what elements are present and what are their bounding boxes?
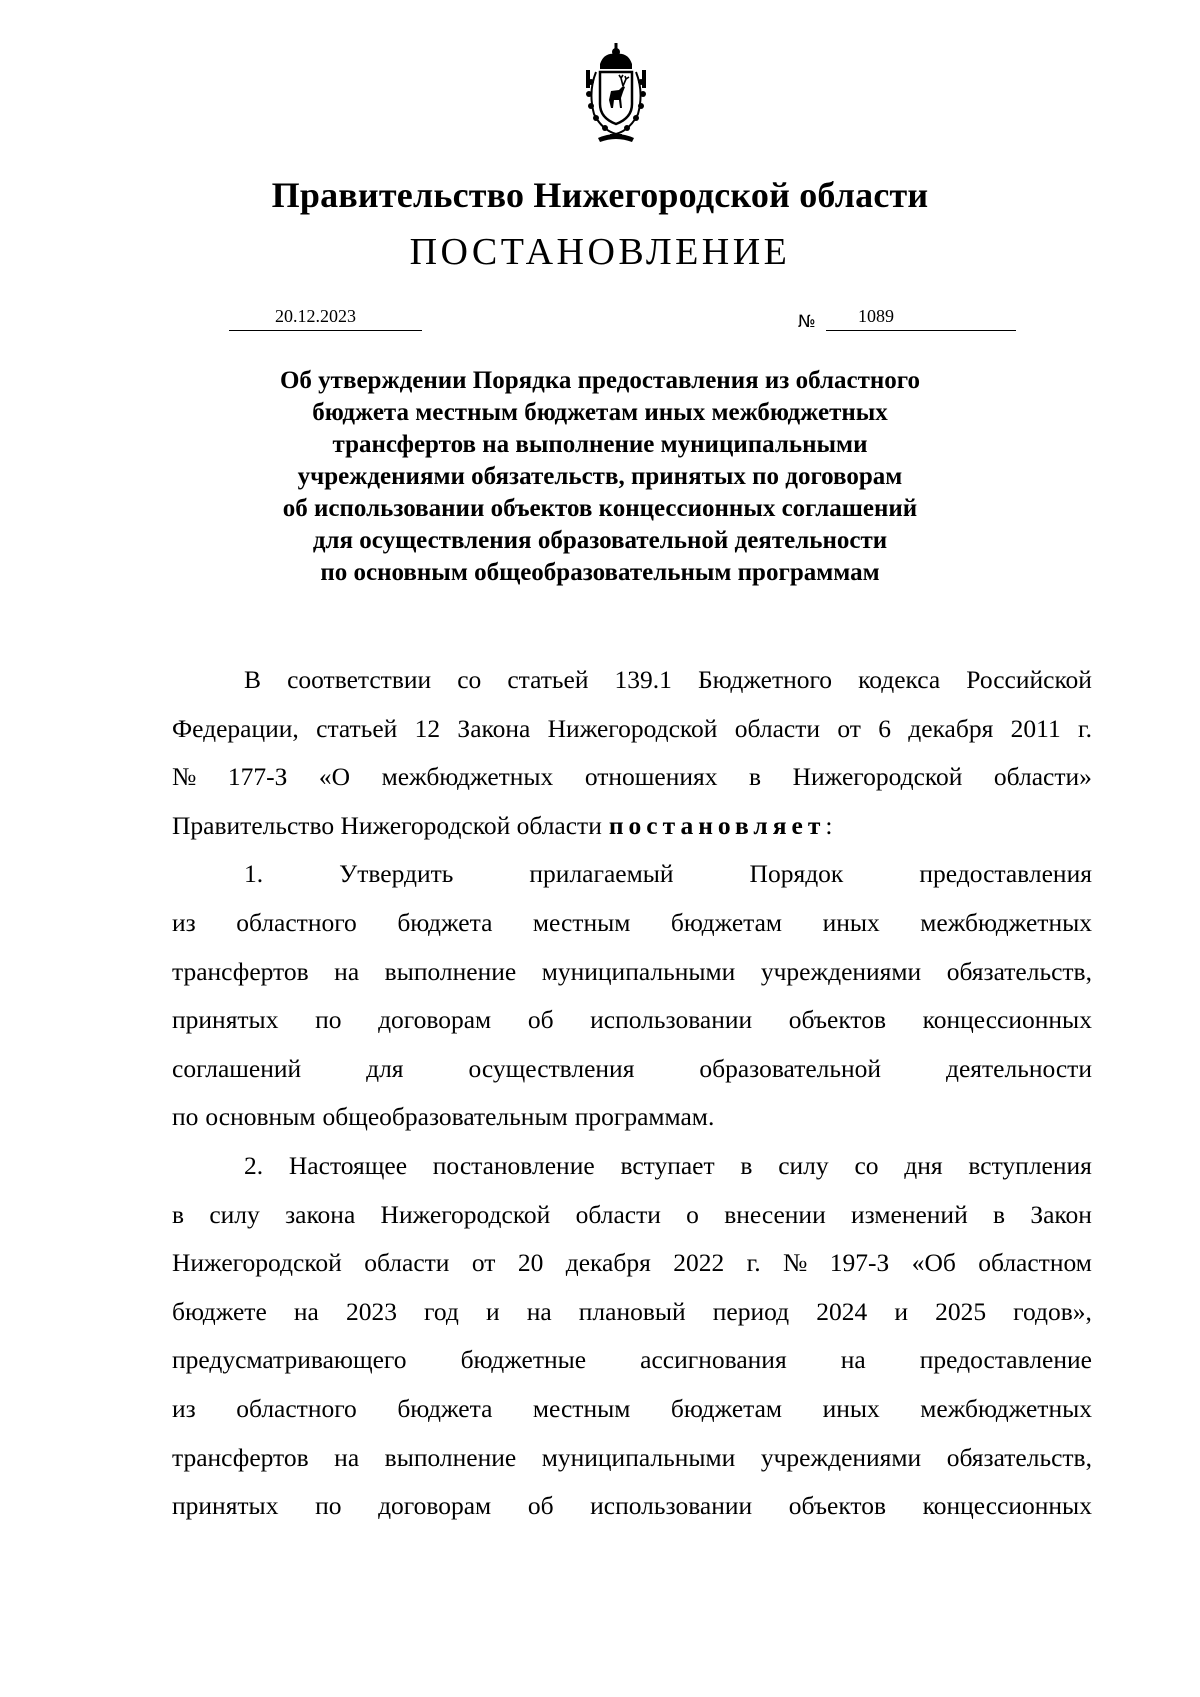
word: постановление — [432, 1150, 595, 1180]
word: концессионных — [922, 1491, 1092, 1521]
word: объектов — [788, 1491, 887, 1521]
word: на — [840, 1345, 866, 1375]
word: из — [172, 1393, 196, 1423]
word: для — [366, 1053, 404, 1083]
word: 2025 — [935, 1296, 987, 1326]
word: Закона — [457, 713, 531, 743]
word: закона — [285, 1199, 356, 1229]
word: В — [244, 665, 262, 694]
word: внесении — [724, 1199, 826, 1229]
body-line — [172, 1385, 1092, 1434]
word: декабря — [565, 1248, 651, 1278]
word: статьей — [507, 665, 589, 694]
title-line: Об утверждении Порядка предоставления из областного — [279, 367, 920, 394]
word: соглашений — [172, 1053, 302, 1083]
word: изменений — [851, 1199, 968, 1229]
word: области — [575, 1199, 661, 1229]
word: Нижегородской — [547, 713, 718, 743]
word: на — [334, 1442, 360, 1472]
word: № — [172, 762, 197, 792]
body-line — [172, 802, 1092, 851]
body-line — [172, 1191, 1092, 1240]
word: 2022 — [673, 1248, 725, 1278]
word: в — [740, 1150, 753, 1180]
word: 2023 — [345, 1296, 397, 1326]
body-line — [172, 753, 1092, 802]
word: декабря — [908, 713, 994, 743]
word: о — [686, 1199, 699, 1229]
word: Настоящее — [288, 1150, 408, 1180]
word: области — [734, 713, 820, 743]
number-value: 1089 — [858, 306, 894, 326]
word: об — [527, 1491, 554, 1521]
word: ассигнования — [640, 1345, 787, 1375]
word: трансфертов — [172, 1442, 309, 1472]
word: бюджета — [397, 907, 493, 937]
word: 2024 — [816, 1296, 868, 1326]
word: на — [293, 1296, 319, 1326]
word: обязательств, — [946, 956, 1092, 986]
body-line — [172, 1093, 1092, 1142]
body-line — [172, 1288, 1092, 1337]
word: «Об — [911, 1248, 956, 1278]
word: учреждениями — [760, 956, 922, 986]
word: 12 — [414, 713, 441, 743]
word: областном — [978, 1248, 1092, 1278]
word: программам. — [574, 1102, 715, 1132]
word: бюджетам — [670, 907, 783, 937]
word: областного — [236, 1393, 357, 1423]
word: 2. — [244, 1150, 264, 1180]
word: прилагаемый — [529, 859, 674, 889]
body-line — [172, 899, 1092, 948]
word: 177-З — [227, 762, 288, 792]
document-title — [0, 365, 1200, 589]
word: Нижегородской — [380, 1199, 551, 1229]
word: договорам — [378, 1005, 492, 1035]
word: местным — [532, 1393, 631, 1423]
word: иных — [822, 1393, 880, 1423]
body-line — [172, 1239, 1092, 1288]
word: по — [315, 1491, 342, 1521]
word: предоставления — [919, 859, 1092, 889]
word: 6 — [878, 713, 891, 743]
word: в — [749, 762, 762, 792]
word: бюджете — [172, 1296, 267, 1326]
word: муниципальными — [541, 1442, 736, 1472]
word: г. — [746, 1248, 761, 1278]
word: Федерации, — [172, 713, 299, 743]
word: из — [172, 907, 196, 937]
body-line — [172, 1336, 1092, 1385]
word: иных — [822, 907, 880, 937]
body-line — [172, 656, 1092, 705]
word: по — [172, 1102, 199, 1132]
body-line — [172, 1142, 1092, 1191]
word: межбюджетных — [920, 1393, 1092, 1423]
word: использовании — [590, 1005, 753, 1035]
government-name: Правительство Нижегородской области — [271, 175, 929, 215]
word: учреждениями — [760, 1442, 922, 1472]
word: области — [364, 1248, 450, 1278]
word: по — [315, 1005, 342, 1035]
coat-of-arms-icon — [578, 42, 654, 144]
word: 1. — [244, 859, 264, 889]
word: от — [837, 713, 861, 743]
preamble-end: : — [825, 810, 833, 840]
word: бюджетные — [460, 1345, 587, 1375]
title-line: бюджета местным бюджетам иных межбюджетных — [312, 399, 888, 426]
word: на — [526, 1296, 552, 1326]
word: на — [334, 956, 360, 986]
word: силу — [209, 1199, 260, 1229]
word: выполнение — [384, 1442, 517, 1472]
preamble-emphasis: постановляет — [608, 810, 826, 840]
word: со — [457, 665, 482, 694]
word: предусматривающего — [172, 1345, 407, 1375]
word: Бюджетного — [697, 665, 833, 694]
word: дня — [904, 1150, 943, 1180]
word: области» — [993, 762, 1092, 792]
word: предоставление — [919, 1345, 1092, 1375]
word: силу — [778, 1150, 829, 1180]
word: об — [527, 1005, 554, 1035]
preamble-text: Правительство Нижегородской области — [172, 810, 602, 840]
word: принятых — [172, 1491, 279, 1521]
body-line — [172, 1434, 1092, 1483]
word: в — [172, 1199, 185, 1229]
word: вступления — [968, 1150, 1092, 1180]
word: деятельности — [945, 1053, 1092, 1083]
word: объектов — [788, 1005, 887, 1035]
title-line: трансфертов на выполнение муниципальными — [332, 431, 868, 458]
word: образовательной — [699, 1053, 882, 1083]
word: общеобразовательным — [322, 1102, 568, 1132]
word: и — [894, 1296, 908, 1326]
date-value: 20.12.2023 — [275, 306, 356, 326]
word: использовании — [590, 1491, 753, 1521]
word: в — [993, 1199, 1006, 1229]
document-body — [172, 656, 1092, 1531]
word: от — [471, 1248, 496, 1278]
word: основным — [205, 1102, 316, 1132]
body-line — [172, 1045, 1092, 1094]
word: вступает — [620, 1150, 715, 1180]
word: Нижегородской — [172, 1248, 342, 1278]
word: Нижегородской — [792, 762, 963, 792]
word: период — [712, 1296, 790, 1326]
word: плановый — [578, 1296, 686, 1326]
word: № — [783, 1248, 808, 1278]
word: Российской — [966, 665, 1092, 694]
word: принятых — [172, 1005, 279, 1035]
number-sign: № — [798, 312, 816, 332]
word: 139.1 — [614, 665, 672, 694]
word: трансфертов — [172, 956, 309, 986]
word: отношениях — [584, 762, 718, 792]
word: бюджетам — [670, 1393, 783, 1423]
number-field — [826, 306, 1016, 331]
body-line — [172, 1482, 1092, 1531]
word: выполнение — [384, 956, 517, 986]
word: областного — [236, 907, 357, 937]
body-line — [172, 996, 1092, 1045]
title-line: учреждениями обязательств, принятых по договорам — [297, 463, 903, 490]
title-line: об использовании объектов концессионных соглашений — [282, 495, 918, 522]
word: Утвердить — [339, 859, 454, 889]
word: муниципальными — [541, 956, 736, 986]
document-type: ПОСТАНОВЛЕНИЕ — [409, 231, 791, 273]
date-field — [229, 306, 422, 331]
title-line: по основным общеобразовательным программам — [320, 559, 880, 586]
word: годов», — [1013, 1296, 1092, 1326]
word: межбюджетных — [920, 907, 1092, 937]
word: обязательств, — [946, 1442, 1092, 1472]
body-line — [172, 850, 1092, 899]
word: статьей — [316, 713, 398, 743]
title-line: для осуществления образовательной деятельности — [312, 527, 888, 554]
word: кодекса — [858, 665, 941, 694]
body-line — [172, 948, 1092, 997]
word: год — [424, 1296, 459, 1326]
word: 2011 — [1010, 713, 1061, 743]
word: со — [854, 1150, 879, 1180]
word: концессионных — [922, 1005, 1092, 1035]
body-line — [172, 705, 1092, 754]
word: и — [485, 1296, 500, 1326]
word: г. — [1078, 713, 1092, 743]
word: Закон — [1030, 1199, 1092, 1229]
word: осуществления — [468, 1053, 635, 1083]
word: местным — [532, 907, 631, 937]
word: 20 — [517, 1248, 544, 1278]
word: межбюджетных — [381, 762, 554, 792]
word: Порядок — [749, 859, 844, 889]
word: соответствии — [287, 665, 432, 694]
word: договорам — [378, 1491, 492, 1521]
word: бюджета — [397, 1393, 493, 1423]
word: 197-З — [829, 1248, 890, 1278]
word: «О — [318, 762, 351, 792]
